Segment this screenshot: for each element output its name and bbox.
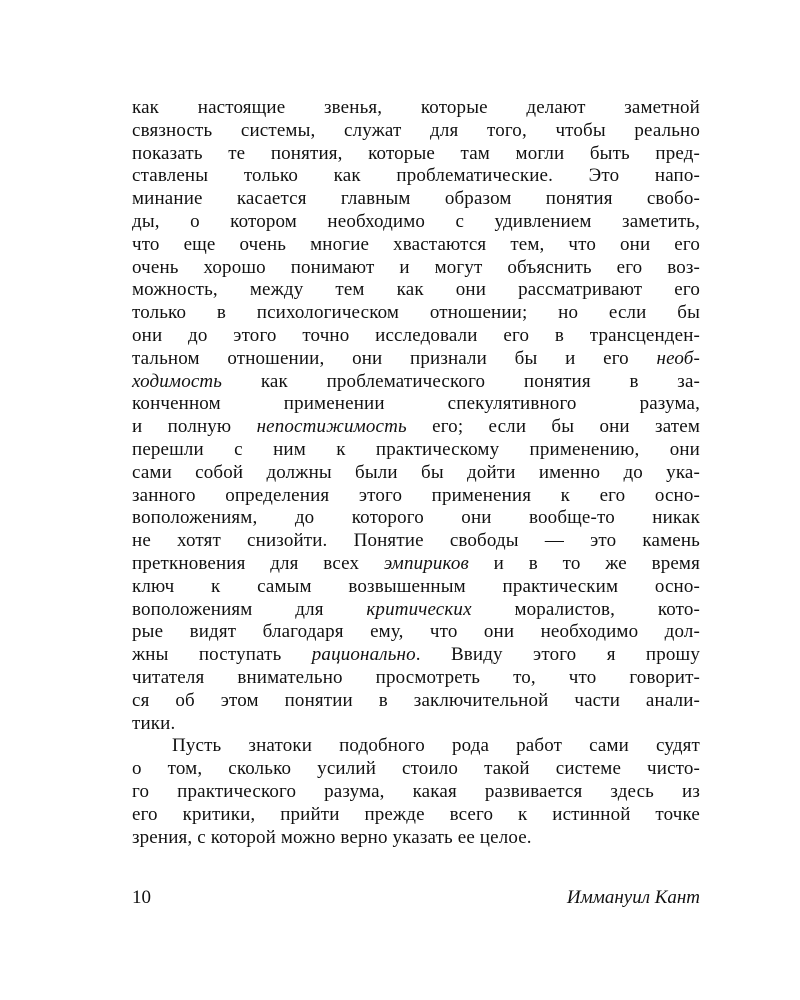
text-line: ходимость как проблематического понятия в за- (132, 370, 700, 392)
text-line: жны поступать рационально. Ввиду этого я прошу (132, 644, 700, 666)
text-line: воположениям для критических моралистов, кото- (132, 598, 700, 620)
text-line: рые видят благодаря ему, что они необходимо дол- (132, 621, 700, 643)
text-line: воположениям, до которого они вообще-то никак (132, 507, 700, 529)
text-line: его критики, прийти прежде всего к истинной точке (132, 803, 700, 825)
text-line: перешли с ним к практическому применению, они (132, 438, 700, 460)
text-line: и полную непостижимость его; если бы они затем (132, 416, 701, 438)
text-line: зрения, с которой можно верно указать ее целое. (132, 826, 532, 848)
text-line: очень хорошо понимают и могут объяснить его воз- (132, 256, 700, 278)
text-line: они до этого точно исследовали его в трансценден- (132, 324, 700, 346)
text-line: что еще очень многие хвастаются тем, что они его (132, 233, 700, 255)
text-line: связность системы, служат для того, чтобы реально (132, 119, 700, 141)
text-line: тальном отношении, они признали бы и его необ- (132, 347, 700, 369)
text-line: ключ к самым возвышенным практическим осно- (132, 575, 700, 597)
text-line: только в психологическом отношении; но если бы (132, 302, 700, 324)
text-line: тики. (132, 712, 176, 734)
text-line: ставлены только как проблематические. Это напо- (132, 165, 700, 187)
text-line: конченном применении спекулятивного разума, (132, 393, 700, 415)
text-line: занного определения этого применения к его осно- (132, 484, 700, 506)
text-line: минание касается главным образом понятия свобо- (132, 188, 700, 210)
text-line: читателя внимательно просмотреть то, что говорит- (132, 666, 700, 688)
text-line: о том, сколько усилий стоило такой системе чисто- (132, 758, 700, 780)
text-line: го практического разума, какая развивается здесь из (132, 780, 700, 802)
text-line: не хотят снизойти. Понятие свободы — это камень (132, 530, 700, 552)
running-title: Иммануил Кант (566, 887, 700, 908)
body-text (132, 97, 700, 849)
text-line: ды, о котором необходимо с удивлением заметить, (132, 210, 700, 232)
text-line: как настоящие звенья, которые делают заметной (132, 97, 700, 118)
text-line: ся об этом понятии в заключительной части анали- (132, 689, 700, 711)
text-line: сами собой должны были бы дойти именно до ука- (132, 461, 700, 483)
text-line: показать те понятия, которые там могли быть пред- (132, 142, 700, 164)
page-number: 10 (132, 887, 151, 908)
text-line: преткновения для всех эмпириков и в то же время (132, 552, 700, 574)
text-line: можность, между тем как они рассматривают его (132, 279, 700, 301)
text-line: Пусть знатоки подобного рода работ сами судят (172, 735, 700, 757)
page-footer (132, 885, 700, 911)
